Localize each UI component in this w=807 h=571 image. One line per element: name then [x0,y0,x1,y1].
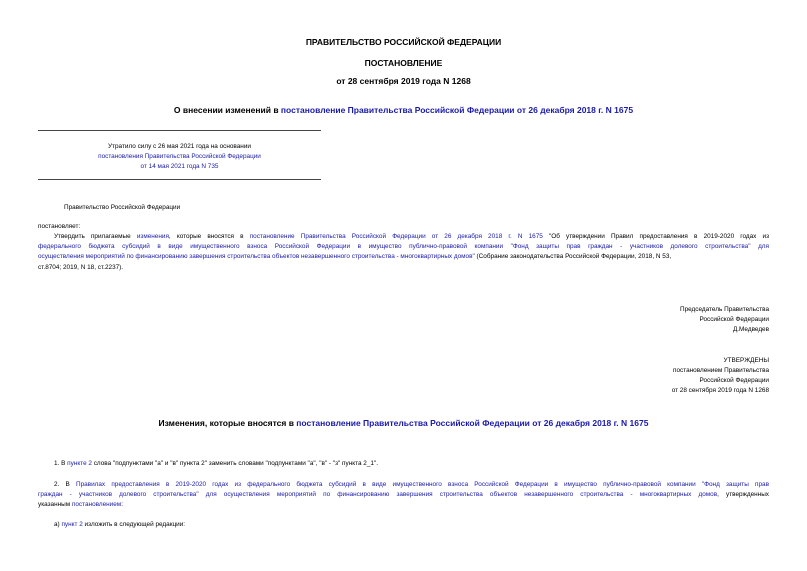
status-note [38,142,321,172]
signature-name: Д.Медведев [732,326,769,333]
rules-link-end[interactable]: граждан - участников долевого строительства" для осуществления мероприятий по финансированию завершения строительства объектов незавершенного строительства - многоквартирных домов [38,491,718,499]
decree-text: (Собрание законодательства Российской Федерации, 2018, N 53, [474,253,672,261]
approval-heading: УТВЕРЖДЕНЫ [723,357,769,364]
status-note-top-rule [38,130,321,131]
item-text: слова "подпунктами "а" и "в" пункта 2" заменить словами "подпунктами "а", "в" - "з" пункта 2_1". [91,460,379,467]
item-text: : [121,501,123,509]
subitem-a [54,521,185,528]
approval-line: Российской Федерации [699,377,769,384]
status-note-line: Утратило силу с 26 мая 2021 года на основании [108,143,251,150]
amended-decree-link[interactable]: постановление Правительства Российской Федерации от 26 декабря 2018 г. N 1675 [249,233,543,240]
decree-title-link-line[interactable]: федерального бюджета субсидий в виде имущественного взноса Российской Федерации в имущество публично-правовой компании "Фонд защиты прав граждан - участников долевого строительства" для [38,243,769,251]
signature-position-2: Российской Федерации [699,316,769,323]
changes-title-prefix: Изменения, которые вносятся в [158,418,297,428]
issuing-authority: ПРАВИТЕЛЬСТВО РОССИЙСКОЙ ФЕДЕРАЦИИ [305,37,502,47]
item-text: 2. В [54,481,76,488]
approval-line: постановлением Правительства [673,367,769,374]
decree-title-link-end[interactable]: осуществления мероприятий по финансированию завершения строительства объектов незавершенного строительства - многоквартирных домов" [38,253,475,261]
document-type: ПОСТАНОВЛЕНИЕ [364,58,443,68]
item-text: , утвержденных [717,491,769,499]
document-title-prefix: О внесении изменений в [173,105,281,115]
item-text: 1. В [54,460,68,467]
issuer-text: Правительство Российской Федерации [64,204,181,211]
change-item-1 [54,460,378,467]
item2-line [38,480,769,490]
repealing-decree-date-link[interactable]: от 14 мая 2021 года N 735 [140,163,219,170]
decree-text: Утвердить прилагаемые [54,233,137,240]
decree-text: , которые вносятся в [168,233,250,240]
decree-line: ст.8704; 2019, N 18, ст.2237). [38,263,124,271]
decree-line [38,252,769,262]
item-text: изложить в следующей редакции: [82,521,186,528]
document-title [0,105,807,115]
repealing-decree-link[interactable]: постановления Правительства Российской Федерации [98,153,261,160]
item2-line [38,490,769,500]
changes-title [0,418,807,428]
resolves-text: постановляет: [38,223,81,230]
rules-link[interactable]: Правилах предоставления в 2019-2020 годах из федерального бюджета субсидий в виде имущественного взноса Российской Федерации в имущество публично-правовой компании "Фонд защиты прав [75,481,769,488]
decree-line [38,232,769,242]
item-text: а) [54,521,62,528]
changes-title-decree-link[interactable]: постановление Правительства Российской Федерации от 26 декабря 2018 г. N 1675 [296,418,649,428]
item-text: указанным [38,501,72,509]
decree-ref-link[interactable]: постановлением [71,501,122,509]
item1-point-link[interactable]: пункте 2 [67,460,92,467]
status-note-bottom-rule [38,179,321,180]
signature-position: Председатель Правительства [680,306,769,313]
approval-date: от 28 сентября 2019 года N 1268 [671,387,769,394]
subitem-point-link[interactable]: пункт 2 [61,521,83,528]
change-item-2 [38,480,769,511]
decree-paragraph [38,232,769,273]
decree-text: "Об утверждении Правил предоставления в 2019-2020 годах из [542,233,769,240]
approved-changes-link[interactable]: изменения [136,233,169,240]
document-date-number: от 28 сентября 2019 года N 1268 [336,76,471,86]
item2-line [38,500,769,510]
title-amended-decree-link[interactable]: постановление Правительства Российской Федерации от 26 декабря 2018 г. N 1675 [280,105,634,115]
